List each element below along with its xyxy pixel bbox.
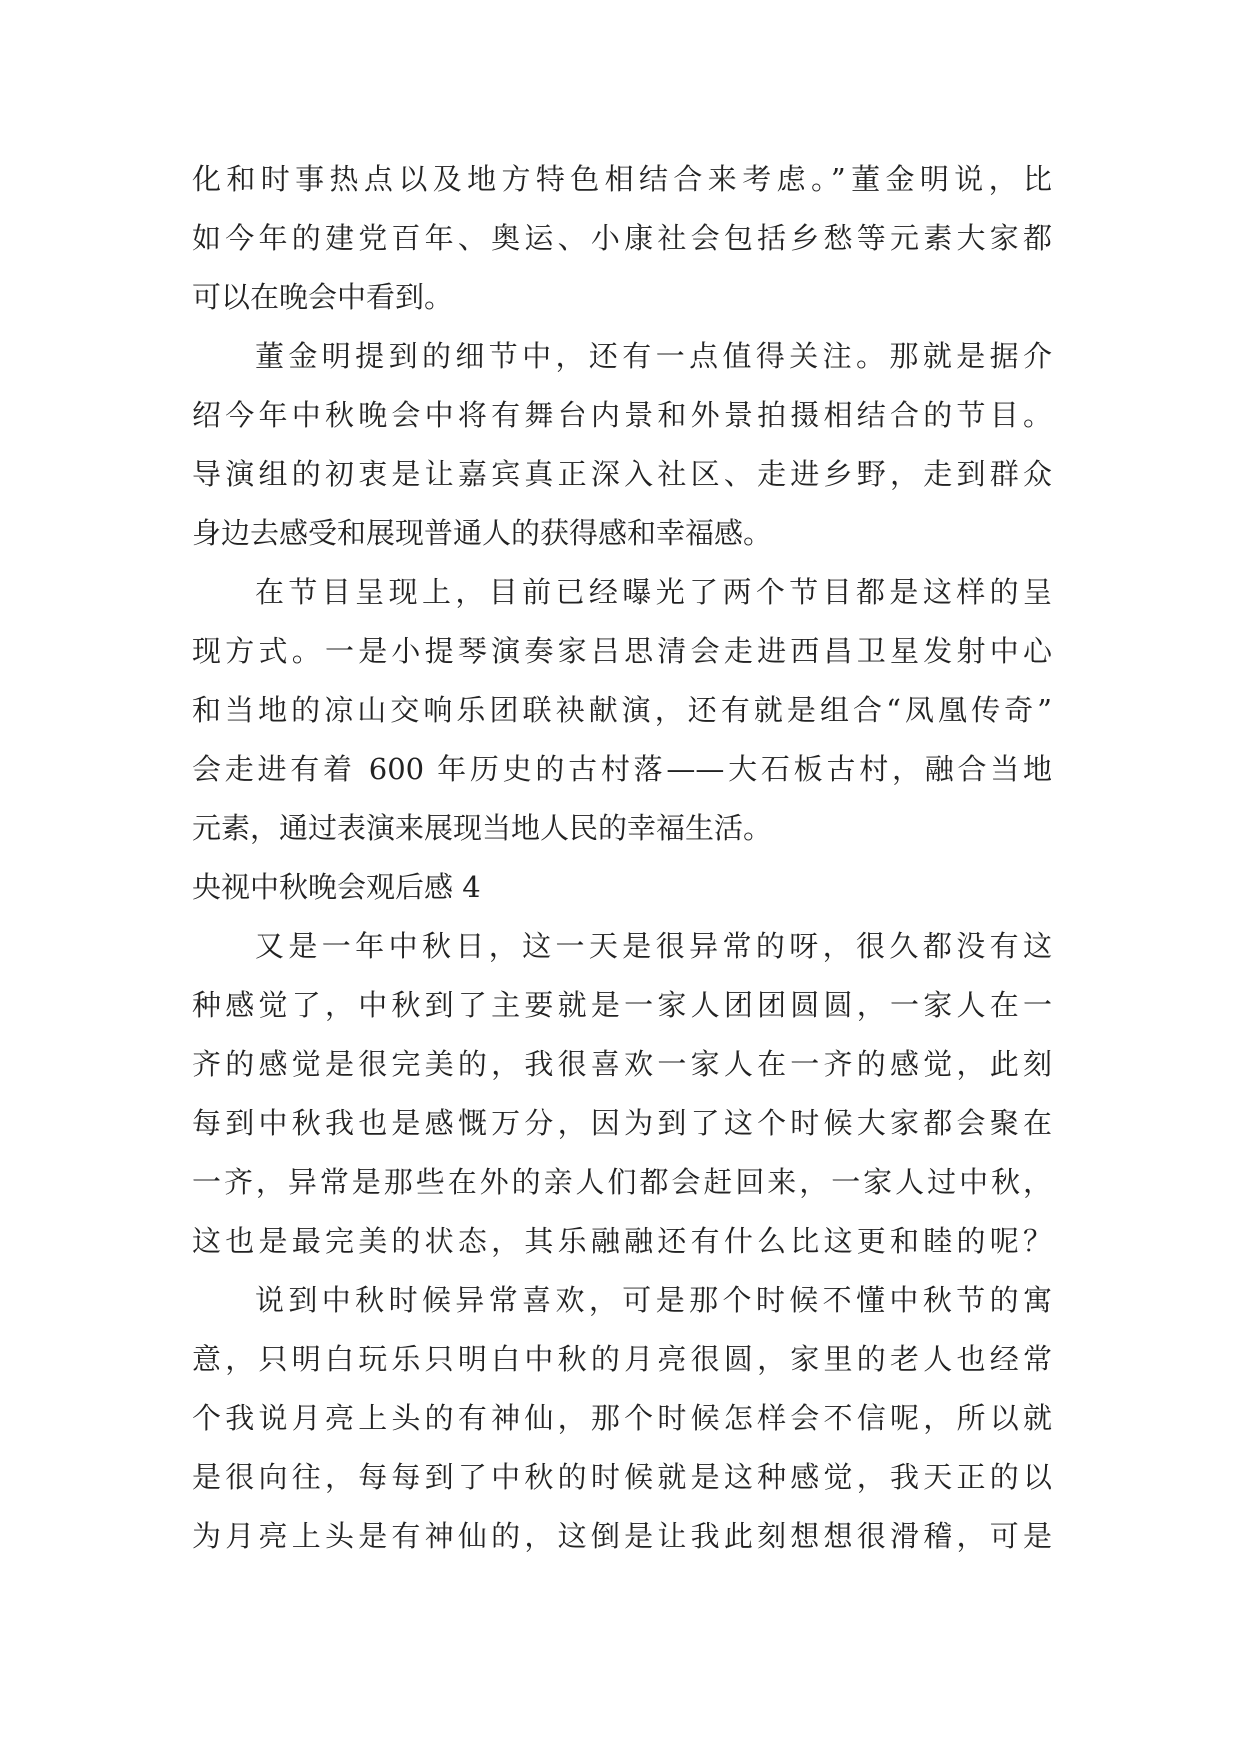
text-line: 在节目呈现上，目前已经曝光了两个节目都是这样的呈 xyxy=(255,575,1052,609)
text-line: 一齐，异常是那些在外的亲人们都会赶回来，一家人过中秋， xyxy=(192,1165,1052,1199)
text-line: 化和时事热点以及地方特色相结合来考虑。”董金明说，比 xyxy=(192,162,1052,196)
text-line: 为月亮上头是有神仙的，这倒是让我此刻想想很滑稽，可是 xyxy=(192,1519,1052,1553)
text-line: 如今年的建党百年、奥运、小康社会包括乡愁等元素大家都 xyxy=(192,221,1052,255)
text-line: 身边去感受和展现普通人的获得感和幸福感。 xyxy=(192,516,773,550)
text-line: 现方式。一是小提琴演奏家吕思清会走进西昌卫星发射中心 xyxy=(192,634,1052,668)
text-line: 说到中秋时候异常喜欢，可是那个时候不懂中秋节的寓 xyxy=(255,1283,1052,1317)
text-line: 会走进有着 600 年历史的古村落——大石板古村，融合当地 xyxy=(192,752,1052,786)
text-line: 是很向往，每每到了中秋的时候就是这种感觉，我天正的以 xyxy=(192,1460,1052,1494)
document-page xyxy=(192,150,1052,1566)
text-line: 又是一年中秋日，这一天是很异常的呀，很久都没有这 xyxy=(255,929,1052,963)
section-heading: 央视中秋晚会观后感 4 xyxy=(192,870,481,904)
text-line: 元素，通过表演来展现当地人民的幸福生活。 xyxy=(192,811,773,845)
text-line: 董金明提到的细节中，还有一点值得关注。那就是据介 xyxy=(255,339,1052,373)
text-line: 和当地的凉山交响乐团联袂献演，还有就是组合“凤凰传奇” xyxy=(192,693,1052,727)
text-line: 齐的感觉是很完美的，我很喜欢一家人在一齐的感觉，此刻 xyxy=(192,1047,1052,1081)
text-line: 导演组的初衷是让嘉宾真正深入社区、走进乡野，走到群众 xyxy=(192,457,1052,491)
text-line: 可以在晚会中看到。 xyxy=(192,280,454,314)
text-line: 每到中秋我也是感慨万分，因为到了这个时候大家都会聚在 xyxy=(192,1106,1052,1140)
text-line: 这也是最完美的状态，其乐融融还有什么比这更和睦的呢？ xyxy=(192,1224,1052,1258)
text-line: 绍今年中秋晚会中将有舞台内景和外景拍摄相结合的节目。 xyxy=(192,398,1052,432)
text-line: 个我说月亮上头的有神仙，那个时候怎样会不信呢，所以就 xyxy=(192,1401,1052,1435)
text-line: 意，只明白玩乐只明白中秋的月亮很圆，家里的老人也经常 xyxy=(192,1342,1052,1376)
text-line: 种感觉了，中秋到了主要就是一家人团团圆圆，一家人在一 xyxy=(192,988,1052,1022)
